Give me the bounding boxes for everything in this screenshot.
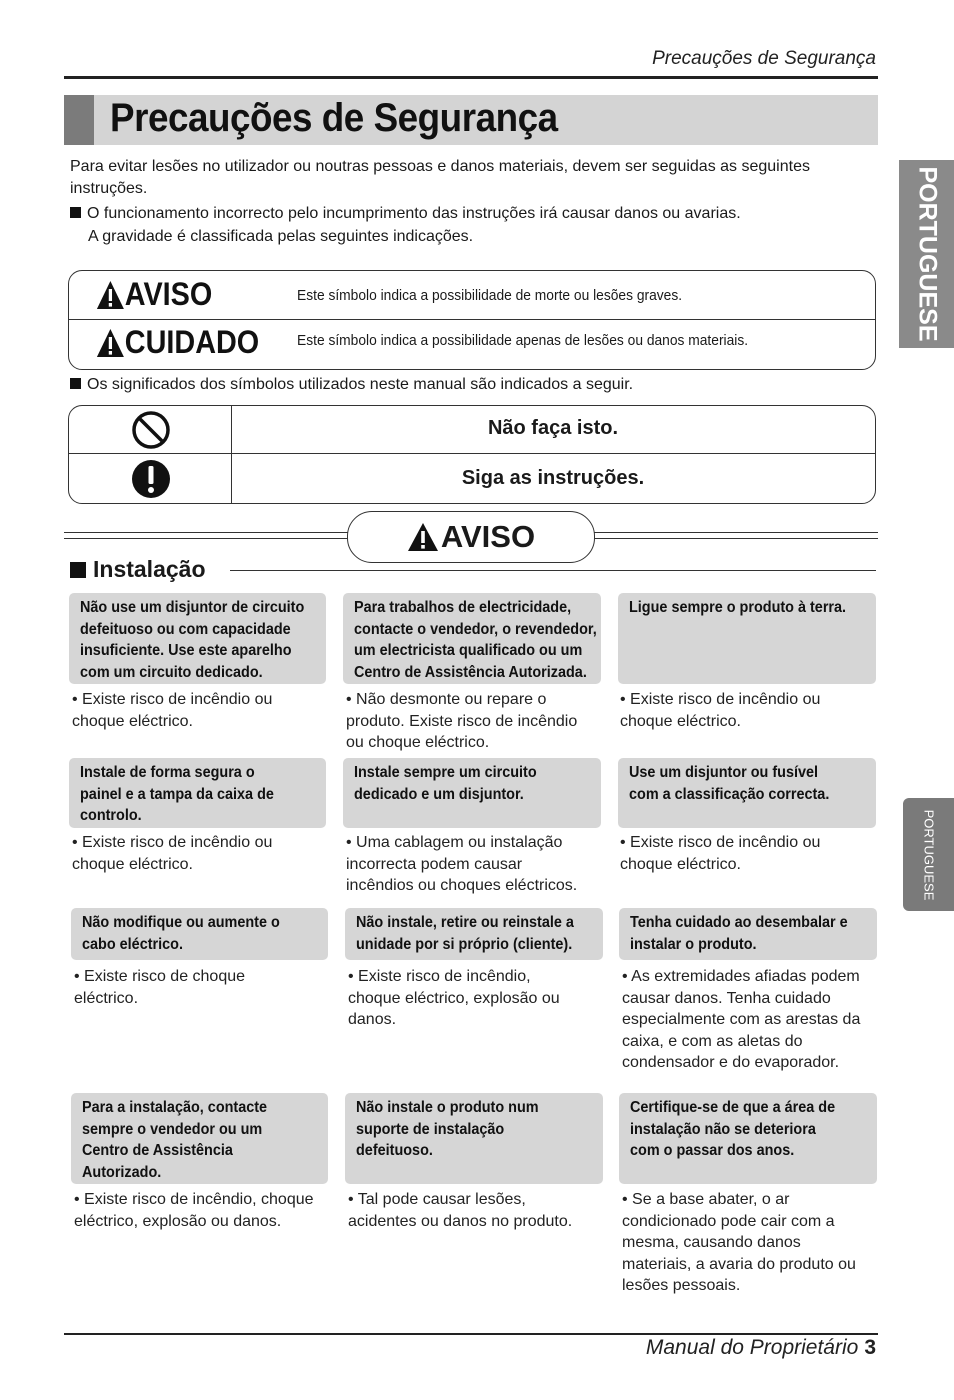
note-line: condicionado pode cair com a [622,1212,835,1230]
card-title-line: com um circuito dedicado. [80,663,263,681]
instruction-card [618,758,876,828]
card-title-line: contacte o vendedor, o revendedor, [354,620,597,638]
note-line: acidentes ou danos no produto. [348,1212,573,1230]
card-title-line: Use um disjuntor ou fusível [629,764,819,781]
note-line: causar danos. Tenha cuidado [622,989,831,1007]
note-line: eléctrico, explosão ou danos. [74,1212,282,1230]
symbol-text-follow: Siga as instruções. [461,467,645,489]
card-note: • Existe risco de incêndio, choque eléctrico, explosão ou danos. [346,966,617,1031]
aviso-description: Este símbolo indica a possibilidade de morte ou lesões graves. [297,287,683,304]
note-line: Existe risco de incêndio ou [82,834,273,851]
aviso-label [96,276,212,313]
instruction-card [69,593,326,684]
card-title-line: Não instale, retire ou reinstale a [356,914,574,931]
card-note: • Se a base abater, o ar condicionado pode cair com a mesma, causando danos materiais, a avaria do produto ou lesões pessoais. [620,1189,891,1297]
intro-bullet-cont: A gravidade é classificada pelas seguintes indicações. [88,228,474,245]
aviso-rule-right [593,532,878,533]
section-heading [70,556,206,583]
card-title-line: Não instale o produto num [356,1099,539,1116]
card-title-line: Não modifique ou aumente o [82,914,280,931]
prohibition-icon [131,410,171,450]
section-heading-text: Instalação [93,556,206,582]
note-line: eléctrico. [74,989,139,1007]
note-line: produto. Existe risco de incêndio [346,712,578,730]
note-line: Existe risco de incêndio, [358,968,531,985]
card-note: • Existe risco de incêndio ou choque eléctrico. [618,832,889,875]
card-title-line: Ligue sempre o produto à terra. [629,599,847,616]
card-title-line: defeituoso. [356,1142,433,1159]
note-line: choque eléctrico. [72,712,193,730]
intro-text [70,156,870,248]
section-rule [230,570,876,571]
card-title-line: insuficiente. Use este aparelho [80,642,292,659]
card-note: • Existe risco de incêndio, choque eléctrico, explosão ou danos. [72,1189,343,1232]
card-title-line: unidade por si próprio (cliente). [356,935,573,953]
language-tab-large-text: PORTUGUESE [913,166,941,342]
header-rule [64,76,878,79]
note-line: As extremidades afiadas podem [631,968,860,985]
symbol-text-dont: Não faça isto. [487,417,619,439]
exclamation-icon [131,459,171,499]
severity-divider [69,319,875,320]
card-note: • Existe risco de incêndio ou choque eléctrico. [70,689,341,732]
bullet-square [70,378,81,389]
card-note: • Existe risco de choque eléctrico. [72,966,343,1009]
note-line: choque eléctrico. [620,855,741,873]
card-title-line: cabo eléctrico. [82,935,183,953]
card-note: • Uma cablagem ou instalação incorrecta podem causar incêndios ou choques eléctricos. [344,832,615,897]
language-tab-small-text: PORTUGUESE [921,809,936,900]
instruction-card [343,593,601,684]
note-line: incorrecta podem causar [346,855,523,873]
card-title-line: sempre o vendedor ou um [82,1120,263,1138]
symbols-hdivider [69,453,875,454]
card-title-line: controlo. [80,807,142,824]
symbols-intro-text: Os significados dos símbolos utilizados neste manual são indicados a seguir. [87,376,634,393]
note-line: Existe risco de incêndio, choque [84,1191,314,1208]
note-line: Tal pode causar lesões, [357,1191,526,1208]
note-line: especialmente com as arestas da [622,1011,861,1028]
note-line: Uma cablagem ou instalação [356,834,563,851]
note-line: choque eléctrico, explosão ou [348,989,560,1007]
card-title-line: suporte de instalação [356,1120,505,1138]
intro-line-1: Para evitar lesões no utilizador ou noutras pessoas e danos materiais, devem ser seguidas as seguintes [70,158,810,175]
card-title-line: dedicado e um disjuntor. [354,785,524,803]
card-note: • Existe risco de incêndio ou choque eléctrico. [618,689,889,732]
note-line: materiais, a avaria do produto ou [622,1255,856,1273]
note-line: danos. [348,1011,397,1028]
card-title-line: instalar o produto. [630,935,757,953]
note-line: lesões pessoais. [622,1277,741,1294]
intro-bullet [70,203,870,225]
aviso-banner-text: AVISO [440,519,536,554]
instruction-card [345,908,603,960]
card-title-line: instalação não se deteriora [630,1120,816,1138]
card-title-line: com a classificação correcta. [629,785,830,803]
aviso-label-text: AVISO [124,276,213,312]
note-line: Não desmonte ou repare o [356,691,547,708]
instruction-card [71,908,328,960]
instruction-card [619,1093,877,1184]
note-line: Existe risco de choque [84,968,246,985]
note-line: Existe risco de incêndio ou [630,834,821,851]
card-title-line: Centro de Assistência Autorizada. [354,663,587,681]
intro-line-2: instruções. [70,180,148,197]
page-number: 3 [864,1336,876,1359]
aviso-rule-right [593,538,878,539]
note-line: incêndios ou choques eléctricos. [346,877,578,894]
bullet-square [70,207,81,218]
card-note: • Não desmonte ou repare o produto. Existe risco de incêndio ou choque eléctrico. [344,689,615,754]
title-accent [64,95,94,145]
note-line: ou choque eléctrico. [346,734,490,751]
footer-text: Manual do Proprietário [645,1336,859,1359]
card-title-line: Não use um disjuntor de circuito [80,599,305,616]
footer-rule [64,1333,878,1335]
instruction-card [619,908,877,960]
instruction-card [618,593,876,684]
card-title-line: Instale sempre um circuito [354,764,537,781]
card-note: • As extremidades afiadas podem causar danos. Tenha cuidado especialmente com as arestas da caixa, e com as aletas do condensador e do evaporador. [620,966,891,1074]
cuidado-description: Este símbolo indica a possibilidade apenas de lesões ou danos materiais. [297,332,749,349]
symbols-intro [70,376,633,394]
aviso-banner [347,511,595,563]
instruction-card [343,758,601,828]
card-title-line: Para a instalação, contacte [82,1099,268,1116]
instruction-card [69,758,326,828]
warning-triangle-icon [407,522,439,552]
card-title-line: defeituoso ou com capacidade [80,620,291,638]
heading-square [70,562,86,578]
note-line: caixa, e com as aletas do [622,1032,803,1050]
card-title-line: Para trabalhos de electricidade, [354,599,572,616]
language-tab-large [899,160,954,348]
intro-bullet-text: O funcionamento incorrecto pelo incumprimento das instruções irá causar danos ou avarias. [87,205,741,222]
card-title-line: Certifique-se de que a área de [630,1099,836,1116]
card-title-line: com o passar dos anos. [630,1142,795,1159]
cuidado-label-text: CUIDADO [124,324,260,360]
aviso-rule-left [64,538,348,539]
page-title: Precauções de Segurança [110,96,558,140]
instruction-card [345,1093,603,1184]
language-tab-small [903,798,954,911]
card-title-line: um electricista qualificado ou um [354,642,583,659]
card-title-line: Instale de forma segura o [80,764,255,781]
note-line: choque eléctrico. [72,855,193,873]
note-line: condensador e do evaporador. [622,1054,840,1071]
note-line: Se a base abater, o ar [632,1191,790,1208]
card-note: • Existe risco de incêndio ou choque eléctrico. [70,832,341,875]
warning-triangle-icon [96,280,125,310]
card-title-line: painel e a tampa da caixa de [80,785,274,803]
note-line: Existe risco de incêndio ou [630,691,821,708]
footer [646,1336,876,1360]
note-line: Existe risco de incêndio ou [82,691,273,708]
cuidado-label [96,324,259,361]
card-title-line: Autorizado. [82,1163,162,1181]
note-line: choque eléctrico. [620,712,741,730]
aviso-rule-left [64,532,348,533]
header-section-title: Precauções de Segurança [652,48,876,69]
warning-triangle-icon [96,328,125,358]
card-title-line: Centro de Assistência [82,1142,233,1159]
instruction-card [71,1093,328,1184]
card-title-line: Tenha cuidado ao desembalar e [630,914,848,931]
note-line: mesma, causando danos [622,1234,801,1251]
card-note: • Tal pode causar lesões, acidentes ou danos no produto. [346,1189,617,1232]
